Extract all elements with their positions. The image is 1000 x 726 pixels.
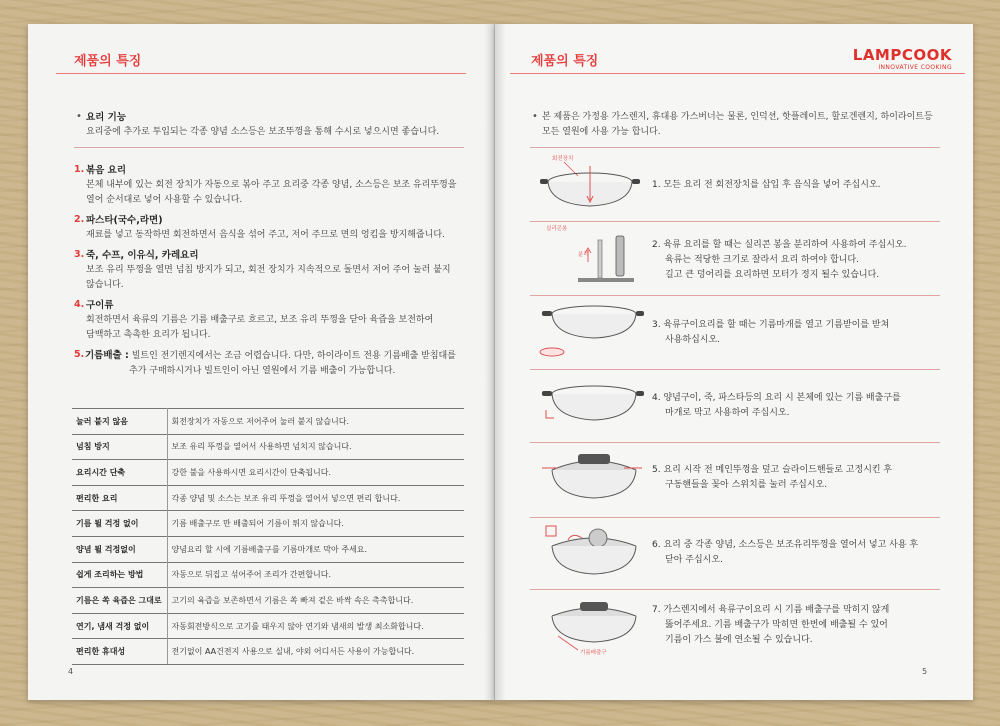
right-title-rule — [510, 73, 965, 74]
feature-number: 2. — [74, 214, 85, 225]
right-intro — [542, 110, 933, 140]
bullet-dot: • — [532, 111, 538, 122]
left-page-title: 제품의 특징 — [74, 54, 142, 69]
logo-brand: LAMPCOOK — [852, 46, 952, 64]
table-key: 요리시간 단축 — [72, 460, 167, 486]
pot-oil-tray-illustration — [538, 296, 644, 362]
table-key: 연기, 냄새 걱정 없이 — [72, 613, 167, 639]
step-line: 사용하십시오. — [665, 335, 721, 345]
table-value: 자동회전방식으로 고기를 태우지 않아 연기와 냄새의 발생 최소화합니다. — [167, 613, 464, 639]
table-key: 편리한 휴대성 — [72, 639, 167, 665]
feature-line: 회전하면서 육류의 기름은 기름 배출구로 흐르고, 보조 유리 뚜껑을 닫아 육즙을 보전하여 — [86, 315, 434, 325]
feature-line: 재료를 넣고 동작하면 회전하면서 음식을 섞어 주고, 저어 주므로 면의 엉킴을 방지해줍니다. — [86, 230, 445, 240]
table-key: 기름 튈 걱정 없이 — [72, 511, 167, 537]
table-row — [72, 409, 464, 435]
right-intro-separator — [530, 147, 940, 148]
step-line: 5. 요리 시작 전 메인뚜껑을 덮고 슬라이드핸들로 고정시킨 후 — [652, 465, 893, 475]
step-line: 1. 모든 요리 전 회전장치를 삽입 후 음식을 넣어 주십시오. — [652, 180, 881, 190]
step-line: 마개로 막고 사용하여 주십시오. — [665, 408, 790, 418]
page-number-left: 4 — [68, 667, 74, 676]
page-number-right: 5 — [922, 667, 928, 676]
step-line: 구동핸들을 꽂아 스위치를 눌러 주십시오. — [665, 480, 828, 490]
step-line: 7. 가스렌지에서 육류구이요리 시 기름 배출구를 막히지 않게 — [652, 605, 890, 615]
table-value: 자동으로 뒤집고 섞어주어 조리가 간편합니다. — [167, 562, 464, 588]
table-row — [72, 434, 464, 460]
table-key: 양념 튈 걱정없이 — [72, 536, 167, 562]
step-line: 2. 육류 요리를 할 때는 실리콘 봉을 분리하여 사용하여 주십시오. — [652, 240, 907, 250]
feature-line: 본체 내부에 있는 회전 장치가 자동으로 볶아 주고 요리중 각종 양념, 소스등은 보조 유리뚜껑을 — [86, 180, 457, 190]
step-7-text — [652, 603, 937, 648]
table-key: 기름은 쏙 육즙은 그대로 — [72, 588, 167, 614]
intro-separator — [74, 147, 464, 148]
step-5-text — [652, 463, 937, 493]
feature-line: 않습니다. — [86, 280, 124, 290]
intro-head: 요리 기능 — [86, 112, 127, 123]
step-line: 뚫어주세요. 기름 배출구가 막히면 한번에 배출될 수 있어 — [665, 620, 888, 630]
step-separator — [530, 442, 940, 443]
table-key: 편리한 요리 — [72, 485, 167, 511]
pot-insert-rotator-illustration — [538, 152, 644, 218]
step-line: 기름이 가스 불에 연소될 수 있습니다. — [665, 635, 813, 645]
table-row — [72, 639, 464, 665]
table-value: 기름 배출구로 만 배출되어 기름이 튀지 않습니다. — [167, 511, 464, 537]
intro-text: 요리중에 추가로 투입되는 각종 양념 소스등은 보조뚜껑을 통해 수시로 넣으시면 좋습니다. — [86, 127, 440, 137]
feature-head: 파스타(국수,라면) — [86, 215, 163, 226]
step-line: 3. 육류구이요리를 할 때는 기름마개를 열고 기름받이를 받쳐 — [652, 320, 890, 330]
intro-block — [86, 110, 439, 140]
feature-number: 1. — [74, 164, 85, 175]
feature-line: 담백하고 촉촉한 요리가 됩니다. — [86, 330, 211, 340]
table-value: 회전장치가 자동으로 저어주어 눌러 붙지 않습니다. — [167, 409, 464, 435]
table-value: 양념요리 할 시에 기름배출구를 기름마개로 막아 주세요. — [167, 536, 464, 562]
table-row — [72, 588, 464, 614]
pot-oil-outlet-illustration — [538, 596, 644, 662]
step-1-text — [652, 178, 937, 193]
feature-head: 죽, 수프, 이유식, 카레요리 — [86, 250, 199, 261]
step-6-text — [652, 538, 937, 568]
right-intro-line-2: 모든 열원에 사용 가능 합니다. — [542, 127, 661, 137]
pot-sub-glass-lid-illustration — [538, 522, 644, 588]
separate-label: 분리 — [578, 252, 589, 258]
feature-5 — [85, 348, 456, 379]
right-intro-line-1: 본 제품은 가정용 가스렌지, 휴대용 가스버너는 물론, 인덕션, 핫플레이트, 할로겐렌지, 하이라이트등 — [542, 112, 933, 122]
feature-number: 3. — [74, 249, 85, 260]
step-line: 닫아 주십시오. — [665, 555, 723, 565]
table-row — [72, 613, 464, 639]
rotator-label: 회전장치 — [552, 156, 574, 162]
silicone-rod-illustration — [538, 222, 644, 288]
feature-5-head: 기름배출 : — [85, 350, 129, 361]
feature-head: 구이류 — [86, 300, 114, 311]
table-row — [72, 511, 464, 537]
feature-table — [72, 408, 464, 665]
book-gutter — [484, 24, 506, 700]
right-page-title: 제품의 특징 — [531, 54, 599, 69]
feature-5-line-2: 추가 구매하시거나 빌트인이 아닌 열원에서 기름 배출이 가능합니다. — [129, 366, 396, 376]
feature-block — [86, 163, 456, 208]
table-value: 고기의 육즙을 보존하면서 기름은 쏙 빠져 겉은 바싹 속은 촉촉합니다. — [167, 588, 464, 614]
step-separator — [530, 369, 940, 370]
table-key: 쉽게 조리하는 방법 — [72, 562, 167, 588]
step-line: 길고 큰 덩어리를 요리하면 모터가 정지 될수 있습니다. — [665, 270, 880, 280]
step-line: 4. 양념구이, 죽, 파스타등의 요리 시 본체에 있는 기름 배출구를 — [652, 393, 901, 403]
pot-oil-outlet-plug-illustration — [538, 372, 644, 438]
step-line: 육류는 적당한 크기로 잘라서 요리 하여야 합니다. — [665, 255, 859, 265]
table-key: 눌러 붙지 않음 — [72, 409, 167, 435]
feature-5-line-1: 빌트인 전기렌지에서는 조금 어렵습니다. 다만, 하이라이트 전용 기름배출 받침대를 — [131, 351, 456, 361]
feature-line: 보조 유리 뚜껑을 열면 넘침 방지가 되고, 회전 장치가 지속적으로 돌면서 저어 주어 눌러 붙지 — [86, 265, 451, 275]
feature-block — [86, 298, 433, 343]
step-separator — [530, 517, 940, 518]
step-separator — [530, 221, 940, 222]
step-2-text — [652, 238, 937, 283]
table-value: 전기없이 AA건전지 사용으로 실내, 야외 어디서든 사용이 가능합니다. — [167, 639, 464, 665]
step-4-text — [652, 391, 937, 421]
left-title-rule — [56, 73, 466, 74]
step-separator — [530, 295, 940, 296]
oil-outlet-label: 기름배출구 — [580, 650, 607, 656]
feature-head: 볶음 요리 — [86, 165, 127, 176]
bullet-dot: • — [76, 111, 82, 122]
step-line: 6. 요리 중 각종 양념, 소스등은 보조유리뚜껑을 열어서 넣고 사용 후 — [652, 540, 919, 550]
step-3-text — [652, 318, 937, 348]
table-row — [72, 536, 464, 562]
logo-tagline: INNOVATIVE COOKING — [878, 64, 952, 71]
table-key: 넘침 방지 — [72, 434, 167, 460]
table-value: 각종 양념 및 소스는 보조 유리 뚜껑을 열어서 넣으면 편리 합니다. — [167, 485, 464, 511]
lampcook-logo — [853, 46, 952, 71]
feature-block — [86, 213, 445, 243]
feature-block — [86, 248, 451, 293]
feature-5-number: 5. — [74, 349, 85, 360]
table-row — [72, 562, 464, 588]
table-value: 보조 유리 뚜껑을 열어서 사용하면 넘치지 않습니다. — [167, 434, 464, 460]
table-value: 강한 불을 사용하시면 요리시간이 단축됩니다. — [167, 460, 464, 486]
table-row — [72, 460, 464, 486]
silicone-label: 실리콘봉 — [546, 226, 568, 232]
step-separator — [530, 589, 940, 590]
table-row — [72, 485, 464, 511]
feature-line: 열어 순서대로 넣어 사용할 수 있습니다. — [86, 195, 243, 205]
pot-main-lid-illustration — [538, 448, 644, 514]
feature-number: 4. — [74, 299, 85, 310]
